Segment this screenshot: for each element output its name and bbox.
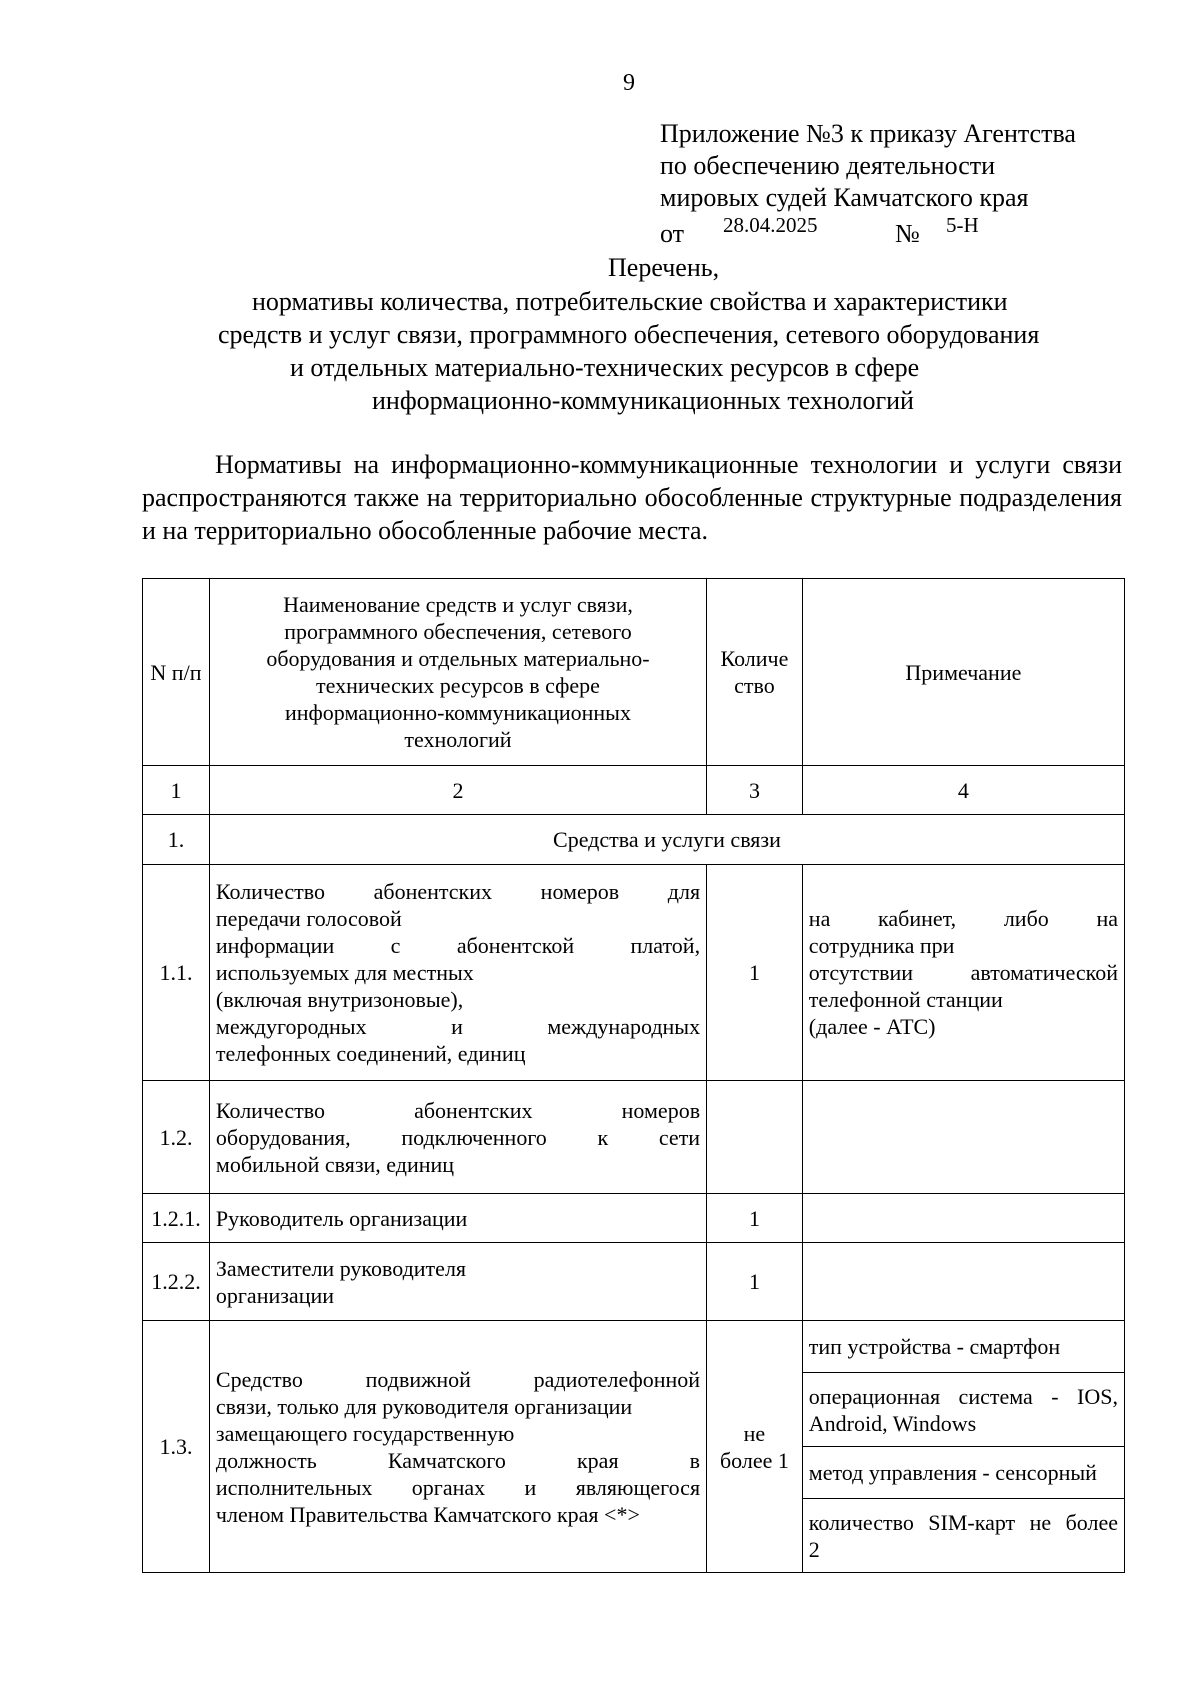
cell-line: используемых для местных (215, 960, 474, 985)
row-quantity: 1 (707, 1194, 803, 1243)
cell-line: операционная система - IOS, (808, 1383, 1118, 1409)
header-name-line: технических ресурсов в сфере (316, 673, 600, 698)
appendix-line: по обеспечению деятельности (660, 151, 996, 180)
header-quantity-line: ство (734, 673, 775, 698)
order-number: 5-Н (946, 213, 979, 237)
cell-line: 2 (808, 1536, 820, 1562)
table-row (143, 1081, 1125, 1194)
row-note (802, 1373, 1124, 1447)
intro-paragraph (142, 448, 1122, 547)
cell-line: количество SIM-карт не более (808, 1509, 1118, 1535)
cell-line: Количество абонентских номеров для (215, 879, 701, 904)
row-name (209, 1081, 706, 1194)
header-name-line: оборудования и отдельных материально- (266, 646, 650, 671)
page-number: 9 (623, 70, 635, 96)
cell-line: отсутствии автоматической (808, 960, 1118, 985)
number-label: № (895, 219, 920, 248)
row-number: 1.2.1. (143, 1194, 210, 1243)
column-number: 4 (802, 766, 1124, 815)
row-quantity: 1 (707, 1243, 803, 1321)
row-quantity-line: не (743, 1420, 766, 1446)
cell-line: связи, только для руководителя организации (215, 1393, 633, 1419)
header-quantity (707, 579, 803, 766)
table-row (143, 1321, 1125, 1373)
title-line: Перечень, (608, 253, 720, 282)
cell-line: организации (215, 1282, 335, 1308)
cell-line: замещающего государственную (215, 1420, 515, 1446)
table-row (143, 865, 1125, 1081)
cell-line: телефонной станции (808, 987, 1003, 1012)
row-note (802, 1321, 1124, 1373)
row-quantity (707, 1081, 803, 1194)
row-quantity (707, 1321, 803, 1573)
title-line: и отдельных материально-технических ресурсов в сфере (290, 353, 920, 382)
cell-line: тип устройства - смартфон (808, 1334, 1061, 1359)
cell-line: информации с абонентской платой, (215, 933, 701, 958)
header-quantity-line: Количе (720, 646, 789, 671)
column-number: 3 (707, 766, 803, 815)
row-note (802, 1194, 1124, 1243)
row-quantity-line: более 1 (719, 1447, 789, 1473)
cell-line: на кабинет, либо на (808, 906, 1118, 931)
header-name-line: программного обеспечения, сетевого (284, 619, 632, 644)
row-note (802, 865, 1124, 1081)
column-numbers-row (143, 766, 1125, 815)
cell-line: членом Правительства Камчатского края <*> (215, 1501, 640, 1527)
header-number: N п/п (143, 579, 210, 766)
row-number: 1.1. (143, 865, 210, 1081)
norms-table (142, 578, 1125, 1573)
cell-line: мобильной связи, единиц (215, 1151, 455, 1177)
cell-line: (далее - АТС) (808, 1014, 936, 1039)
column-number: 1 (143, 766, 210, 815)
cell-line: (включая внутризоновые), (215, 987, 464, 1012)
row-name: Руководитель организации (209, 1194, 706, 1243)
row-name (209, 1321, 706, 1573)
cell-line: должность Камчатского края в (215, 1447, 701, 1473)
header-name-line: Наименование средств и услуг связи, (283, 592, 633, 617)
section-title: Средства и услуги связи (209, 815, 1124, 865)
cell-line: междугородных и международных (215, 1014, 701, 1039)
section-number: 1. (143, 815, 210, 865)
title-line: средств и услуг связи, программного обеспечения, сетевого оборудования (218, 320, 1040, 349)
title-line: информационно-коммуникационных технологий (372, 386, 914, 415)
title-line: нормативы количества, потребительские свойства и характеристики (252, 287, 1008, 316)
row-note (802, 1447, 1124, 1499)
intro-text: Нормативы на информационно-коммуникационные технологии и услуги связи распространяются также на территориально обособленные структурные подразделения и на территориально обособленные рабочие места. (142, 450, 1122, 545)
cell-line: Количество абонентских номеров (215, 1097, 701, 1123)
cell-line: сотрудника при (808, 933, 955, 958)
order-date: 28.04.2025 (723, 213, 818, 237)
header-name-line: технологий (404, 727, 512, 752)
row-quantity: 1 (707, 865, 803, 1081)
cell-line: телефонных соединений, единиц (215, 1041, 526, 1066)
table-row (143, 1194, 1125, 1243)
section-row (143, 815, 1125, 865)
row-number: 1.3. (143, 1321, 210, 1573)
appendix-line: мировых судей Камчатского края (660, 183, 1029, 212)
cell-line: оборудования, подключенного к сети (215, 1124, 701, 1150)
from-label: от (660, 219, 685, 248)
appendix-line: Приложение №3 к приказу Агентства (660, 119, 1076, 148)
row-number: 1.2.2. (143, 1243, 210, 1321)
header-row (143, 579, 1125, 766)
row-note (802, 1243, 1124, 1321)
header-name-line: информационно-коммуникационных (285, 700, 631, 725)
header-note: Примечание (802, 579, 1124, 766)
cell-line: Android, Windows (808, 1410, 977, 1436)
cell-line: метод управления - сенсорный (808, 1460, 1097, 1485)
appendix-header (660, 118, 1076, 214)
row-number: 1.2. (143, 1081, 210, 1194)
row-name (209, 1243, 706, 1321)
cell-line: исполнительных органах и являющегося (215, 1474, 701, 1500)
cell-line: передачи голосовой (215, 906, 402, 931)
row-note (802, 1499, 1124, 1573)
cell-line: Заместители руководителя (215, 1255, 467, 1281)
column-number: 2 (209, 766, 706, 815)
row-note (802, 1081, 1124, 1194)
row-name (209, 865, 706, 1081)
header-name (209, 579, 706, 766)
table-row (143, 1243, 1125, 1321)
cell-line: Средство подвижной радиотелефонной (215, 1366, 701, 1392)
